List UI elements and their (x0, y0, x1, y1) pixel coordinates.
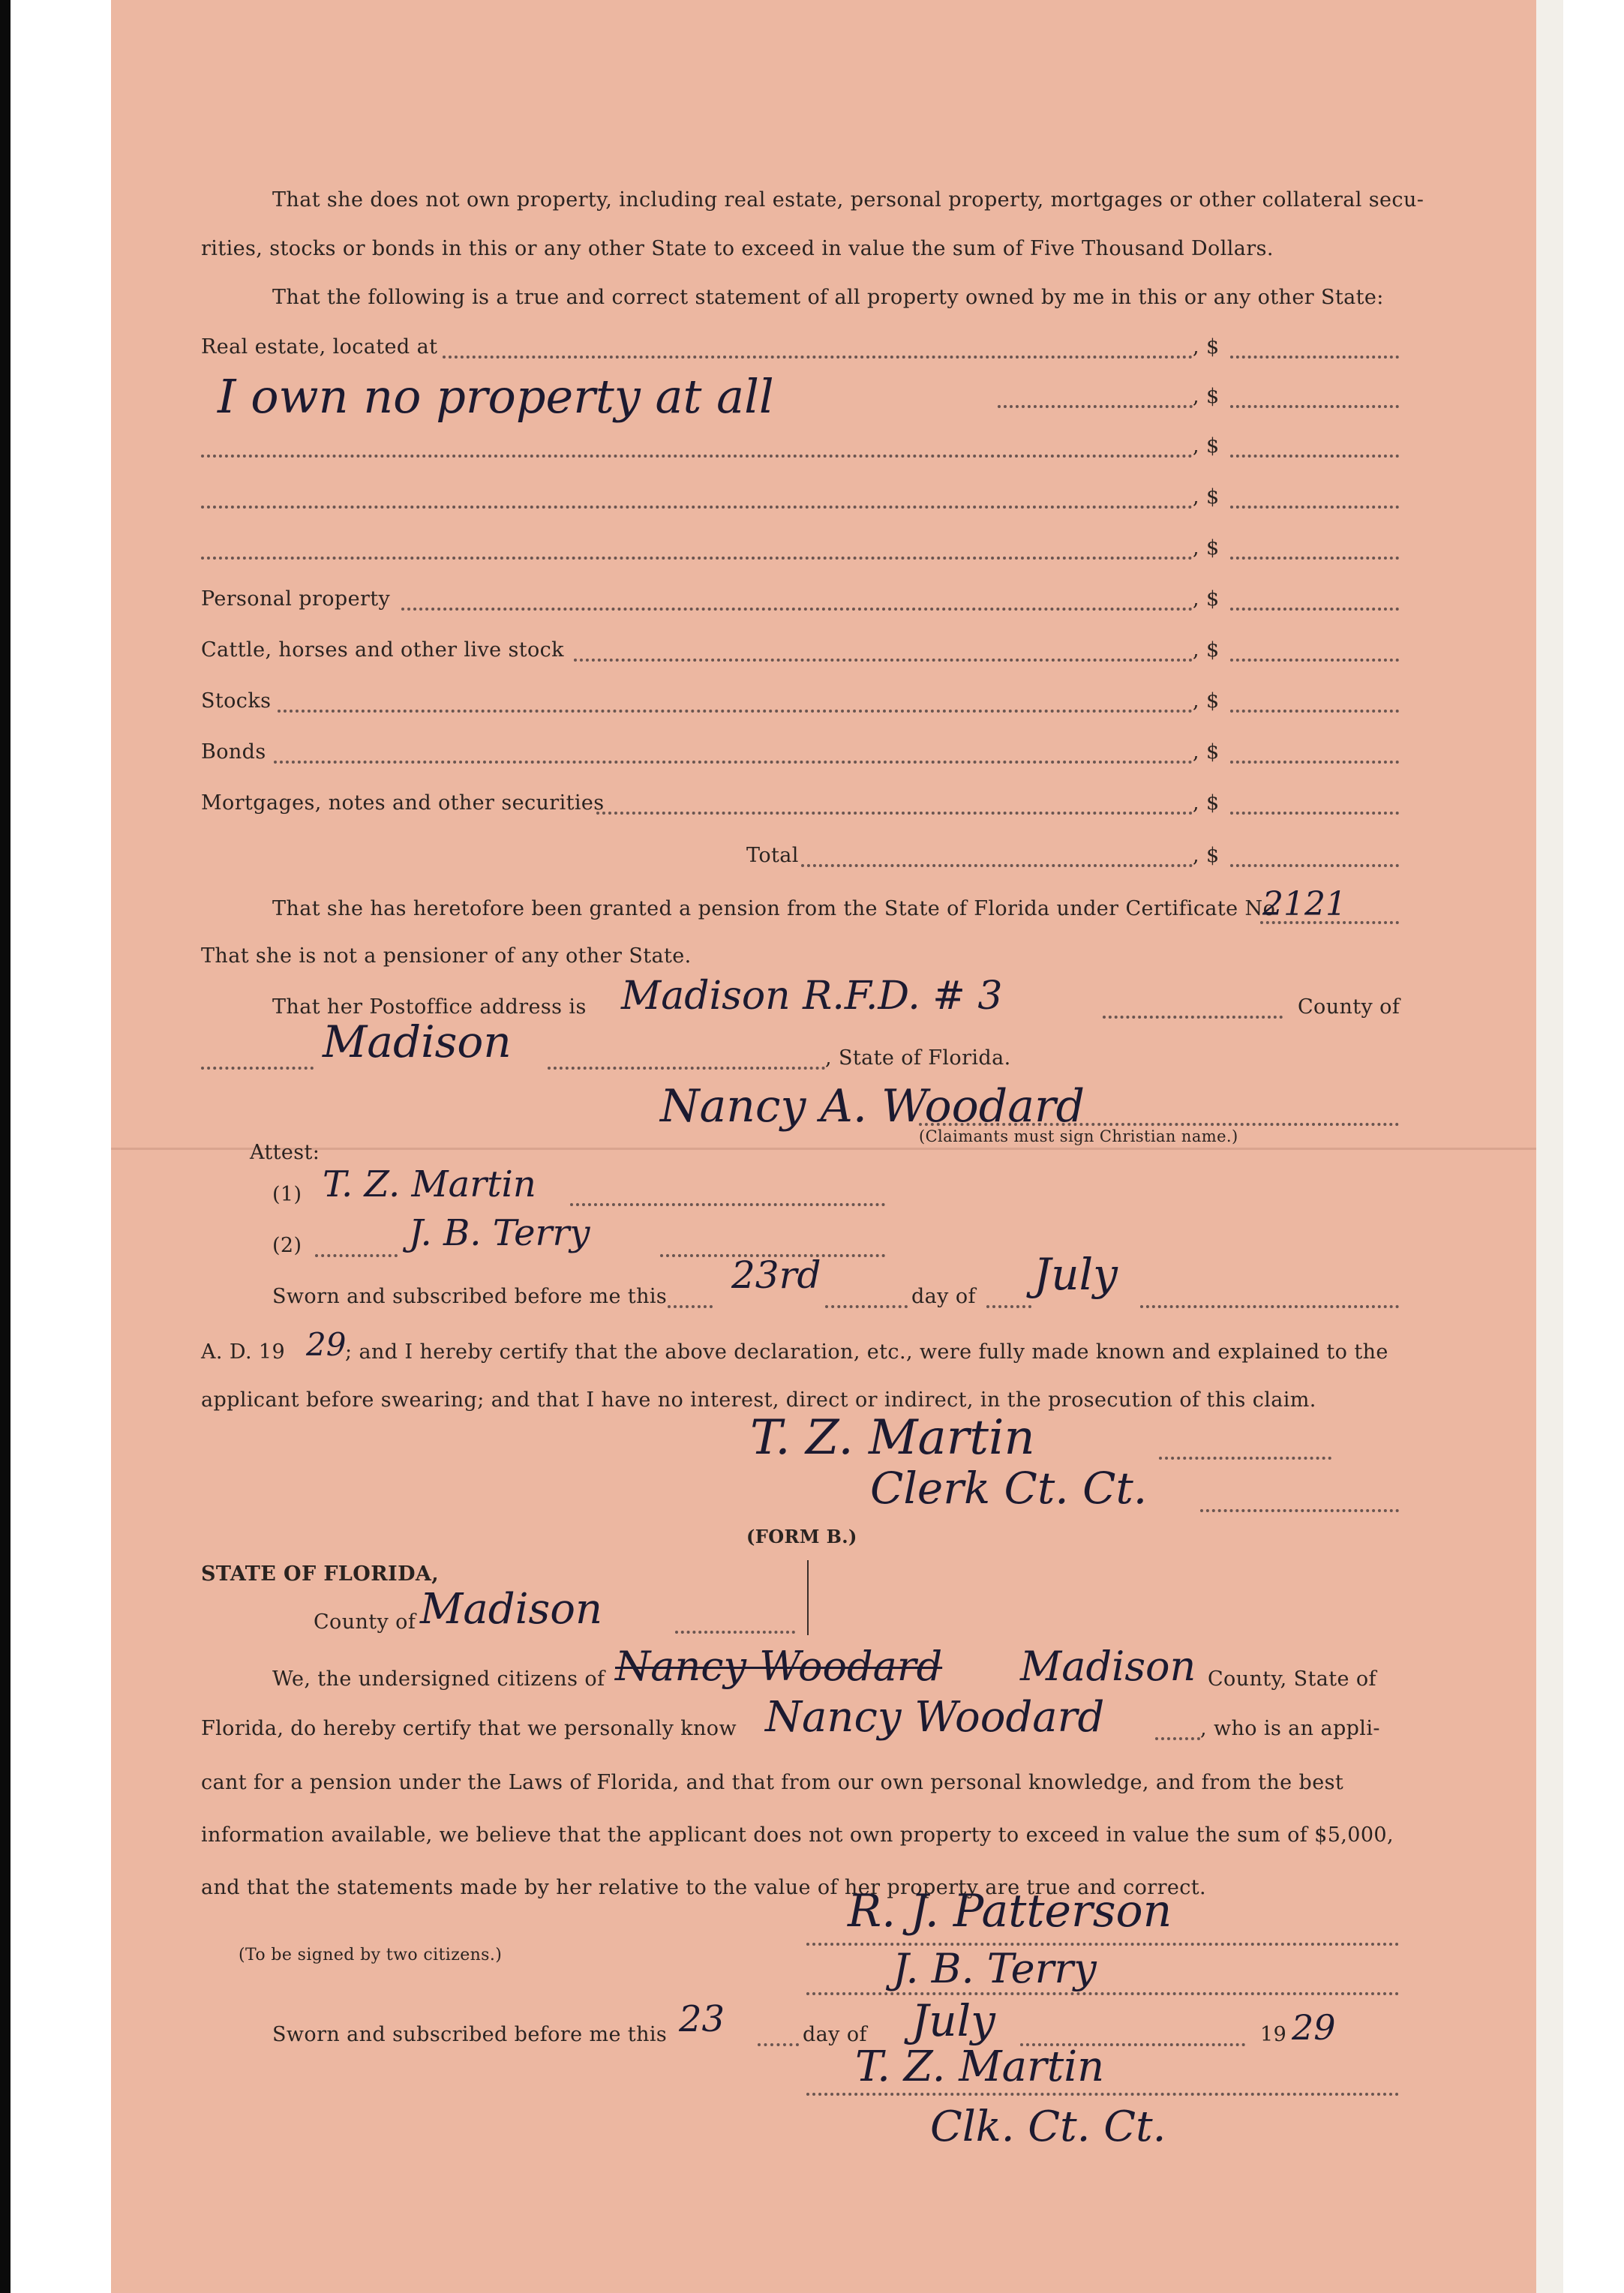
sworn-text: Sworn and subscribed before me this (272, 1285, 668, 1308)
stocks-label: Stocks (201, 689, 272, 713)
form-b-county-value: Madison (420, 1585, 603, 1634)
total-label: Total (746, 844, 799, 867)
form-b-month-value: July (911, 1995, 995, 2046)
dollar-sign: , $ (1193, 485, 1220, 509)
real-estate-value: I own no property at all (218, 369, 774, 424)
dollar-sign: , $ (1193, 844, 1220, 867)
postoffice-dots (1103, 1016, 1283, 1019)
florida-certify-text: Florida, do hereby certify that we personally know (201, 1717, 737, 1740)
form-b-sworn-text: Sworn and subscribed before me this (272, 2023, 668, 2046)
value-dots (1230, 356, 1399, 359)
applicant-suffix: , who is an appli- (1200, 1717, 1380, 1740)
value-dots (1230, 455, 1399, 458)
livestock-label: Cattle, horses and other live stock (201, 638, 564, 662)
officer-dots (806, 2093, 1399, 2096)
row-dots (998, 405, 1193, 408)
form-b-year-value: 29 (1292, 2007, 1336, 2048)
dollar-sign: , $ (1193, 335, 1220, 359)
witness-1-number: (1) (272, 1183, 302, 1206)
claimant-signature: Nancy A. Woodard (660, 1080, 1085, 1133)
day-value: 23rd (731, 1253, 821, 1297)
real-estate-dots (443, 356, 1193, 359)
county-bracket (797, 1560, 809, 1635)
certify-text: ; and I hereby certify that the above declaration, etc., were fully made known and explained to the (345, 1340, 1388, 1364)
citizens-county-value: Madison (1020, 1643, 1196, 1690)
form-b-year-prefix: 19 (1260, 2023, 1287, 2046)
witness-2-number: (2) (272, 1234, 302, 1257)
month-dots (1140, 1305, 1399, 1308)
row-dots (201, 506, 1193, 509)
day-dots (758, 2043, 799, 2046)
value-dots (1230, 557, 1399, 560)
year-value: 29 (306, 1326, 347, 1363)
form-b-day-of-label: day of (803, 2023, 867, 2046)
county-state-of-text: County, State of (1208, 1667, 1376, 1691)
county-of-label: County of (1298, 995, 1400, 1019)
form-b-line-5: and that the statements made by her relative to the value of her property are true and correct. (201, 1876, 1207, 1899)
form-b-officer-title: Clk. Ct. Ct. (930, 2102, 1166, 2151)
value-dots (1230, 608, 1399, 611)
claimant-note: (Claimants must sign Christian name.) (919, 1127, 1238, 1145)
officer-dots (1200, 1509, 1399, 1512)
officer-dots (1159, 1457, 1331, 1460)
statement-line-2: rities, stocks or bonds in this or any other State to exceed in value the sum of Five Thousand Dollars. (201, 237, 1274, 260)
day-dots (825, 1305, 908, 1308)
value-dots (1230, 506, 1399, 509)
citizen-1-signature: R. J. Patterson (848, 1885, 1172, 1937)
row-dots (801, 864, 1193, 867)
not-pensioner-text: That she is not a pensioner of any other State. (201, 944, 692, 968)
row-dots (201, 455, 1193, 458)
postoffice-value: Madison R.F.D. # 3 (621, 974, 1003, 1019)
dollar-sign: , $ (1193, 791, 1220, 815)
form-b-heading: (FORM B.) (746, 1526, 857, 1547)
value-dots (1230, 812, 1399, 815)
day-of-label: day of (911, 1285, 976, 1308)
certificate-text: That she has heretofore been granted a pension from the State of Florida under Certificate No (272, 897, 1276, 920)
value-dots (1230, 864, 1399, 867)
state-of-florida-heading: STATE OF FLORIDA, (201, 1562, 440, 1586)
row-dots (278, 710, 1193, 713)
applicant-dots (1155, 1737, 1200, 1740)
value-dots (1230, 761, 1399, 764)
witness-2-signature: J. B. Terry (409, 1212, 590, 1254)
two-citizens-note: (To be signed by two citizens.) (239, 1946, 503, 1964)
postoffice-text: That her Postoffice address is (272, 995, 587, 1019)
statement-line-1: That she does not own property, including real estate, personal property, mortgages or other collateral secu- (272, 188, 1424, 212)
bonds-label: Bonds (201, 740, 266, 764)
witness-dots (315, 1254, 398, 1257)
value-dots (1230, 405, 1399, 408)
form-b-line-3: cant for a pension under the Laws of Florida, and that from our own personal knowledge, and from the best (201, 1771, 1344, 1794)
certificate-dots (1260, 921, 1399, 924)
form-b-officer-signature: T. Z. Martin (855, 2042, 1105, 2091)
real-estate-label: Real estate, located at (201, 335, 438, 359)
month-dots (986, 1305, 1031, 1308)
dollar-sign: , $ (1193, 587, 1220, 611)
witness-1-signature: T. Z. Martin (323, 1163, 536, 1205)
row-dots (596, 812, 1193, 815)
personal-property-label: Personal property (201, 587, 391, 611)
ad-prefix: A. D. 19 (201, 1340, 286, 1364)
officer-title: Clerk Ct. Ct. (870, 1463, 1148, 1514)
county-value: Madison (323, 1016, 512, 1067)
row-dots (274, 761, 1193, 764)
witness-dots (570, 1203, 885, 1206)
officer-signature: T. Z. Martin (750, 1410, 1035, 1466)
row-dots (201, 557, 1193, 560)
applicant-name: Nancy Woodard (765, 1693, 1105, 1742)
value-dots (1230, 659, 1399, 662)
citizen-2-signature: J. B. Terry (893, 1945, 1097, 1992)
row-dots (574, 659, 1193, 662)
form-b-day-value: 23 (679, 1998, 725, 2040)
state-of-florida-text: , State of Florida. (825, 1046, 1011, 1070)
paper-edge (1536, 0, 1563, 2293)
county-dots (675, 1631, 795, 1634)
county-dots (201, 1067, 314, 1070)
form-b-county-label: County of (314, 1610, 416, 1634)
dollar-sign: , $ (1193, 385, 1220, 408)
statement-line-3: That the following is a true and correct statement of all property owned by me in this or any other State: (272, 286, 1384, 309)
month-value: July (1034, 1249, 1118, 1300)
citizen-dots (806, 1992, 1399, 1995)
dollar-sign: , $ (1193, 434, 1220, 458)
attest-label: Attest: (250, 1141, 320, 1164)
scan-border (0, 0, 11, 2293)
day-dots (668, 1305, 713, 1308)
value-dots (1230, 710, 1399, 713)
we-undersigned-text: We, the undersigned citizens of (272, 1667, 605, 1691)
form-b-line-4: information available, we believe that the applicant does not own property to exceed in value the sum of $5,000, (201, 1823, 1394, 1847)
dollar-sign: , $ (1193, 638, 1220, 662)
dollar-sign: , $ (1193, 536, 1220, 560)
no-interest-text: applicant before swearing; and that I have no interest, direct or indirect, in the prosecution of this claim. (201, 1388, 1316, 1412)
fold-crease (111, 1148, 1536, 1150)
dollar-sign: , $ (1193, 689, 1220, 713)
certificate-number: 2121 (1262, 885, 1346, 923)
struck-citizens-value: Nancy Woodard (615, 1643, 943, 1690)
row-dots (401, 608, 1193, 611)
dollar-sign: , $ (1193, 740, 1220, 764)
county-dots (548, 1067, 825, 1070)
mortgages-label: Mortgages, notes and other securities (201, 791, 605, 815)
